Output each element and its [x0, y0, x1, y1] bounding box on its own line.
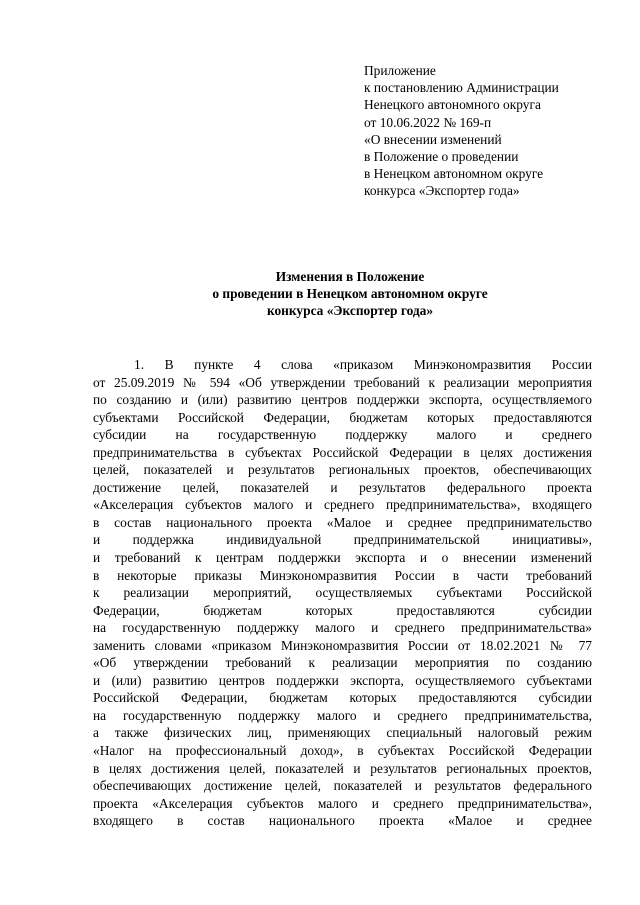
- paragraph-line: обеспечивающих достижение целей, показателей и результатов федерального: [93, 778, 592, 794]
- title-line: конкурса «Экспортер года»: [266, 303, 434, 319]
- appendix-line: Приложение: [364, 63, 436, 78]
- paragraph-line: «Налог на профессиональный доход», в субъектах Российской Федерации: [93, 743, 592, 759]
- paragraph-line: «Об утверждении требований к реализации мероприятия по созданию: [93, 655, 592, 671]
- document-body: [93, 356, 592, 830]
- paragraph-line: и требований к центрам поддержки экспорта и о внесении изменений: [93, 550, 592, 566]
- paragraph-line: Российской Федерации, бюджетам которых предоставляются субсидии: [93, 690, 592, 706]
- title-line: о проведении в Ненецком автономном округе: [212, 286, 488, 302]
- paragraph-line: по созданию и (или) развитию центров поддержки экспорта, осуществляемого: [93, 392, 592, 408]
- paragraph-line: субъектами Российской Федерации, бюджетам которых предоставляются: [93, 409, 592, 425]
- appendix-line: в Положение о проведении: [364, 149, 519, 165]
- paragraph-line: а также физических лиц, применяющих специальный налоговый режим: [93, 725, 592, 741]
- paragraph-line: входящего в состав национального проекта «Малое и среднее: [93, 813, 592, 829]
- paragraph-line: в некоторые приказы Минэкономразвития России в части требований: [93, 567, 592, 583]
- paragraph-line: 1. В пункте 4 слова «приказом Минэкономразвития России: [134, 357, 592, 372]
- paragraph-line: заменить словами «приказом Минэкономразвития России от 18.02.2021 № 77: [93, 637, 592, 653]
- paragraph-line: от 25.09.2019 № 594 «Об утверждении требований к реализации мероприятия: [93, 374, 592, 390]
- paragraph-line: в состав национального проекта «Малое и среднее предпринимательство: [93, 514, 592, 530]
- appendix-line: от 10.06.2022 № 169-п: [364, 114, 492, 130]
- title-line: Изменения в Положение: [275, 269, 425, 284]
- appendix-line: Ненецкого автономного округа: [364, 97, 541, 113]
- paragraph-line: предпринимательства в субъектах Российской Федерации в целях достижения: [93, 444, 592, 460]
- paragraph-line: в целях достижения целей, показателей и результатов региональных проектов,: [93, 760, 592, 776]
- paragraph-line: на государственную поддержку малого и среднего предпринимательства,: [93, 707, 592, 723]
- paragraph-line: к реализации мероприятий, осуществляемых субъектами Российской: [93, 585, 592, 601]
- appendix-line: в Ненецком автономном округе: [364, 166, 544, 182]
- paragraph-line: субсидии на государственную поддержку малого и среднего: [93, 427, 592, 443]
- paragraph-line: на государственную поддержку малого и среднего предпринимательства»: [93, 620, 592, 636]
- paragraph-line: Федерации, бюджетам которых предоставляются субсидии: [93, 602, 592, 618]
- paragraph-line: проекта «Акселерация субъектов малого и среднего предпринимательства»,: [93, 795, 592, 811]
- document-title: [0, 268, 640, 320]
- appendix-line: «О внесении изменений: [364, 131, 502, 147]
- paragraph-line: и поддержка индивидуальной предпринимательской инициативы»,: [93, 532, 592, 548]
- paragraph-line: целей, показателей и результатов региональных проектов, обеспечивающих: [93, 462, 592, 478]
- paragraph-line: и (или) развитию центров поддержки экспорта, осуществляемого субъектами: [93, 672, 592, 688]
- appendix-line: конкурса «Экспортер года»: [364, 183, 520, 199]
- paragraph-line: достижение целей, показателей и результатов федерального проекта: [93, 479, 592, 495]
- appendix-line: к постановлению Администрации: [364, 80, 559, 96]
- paragraph-line: «Акселерация субъектов малого и среднего предпринимательства», входящего: [93, 497, 592, 513]
- appendix-block: [364, 62, 624, 200]
